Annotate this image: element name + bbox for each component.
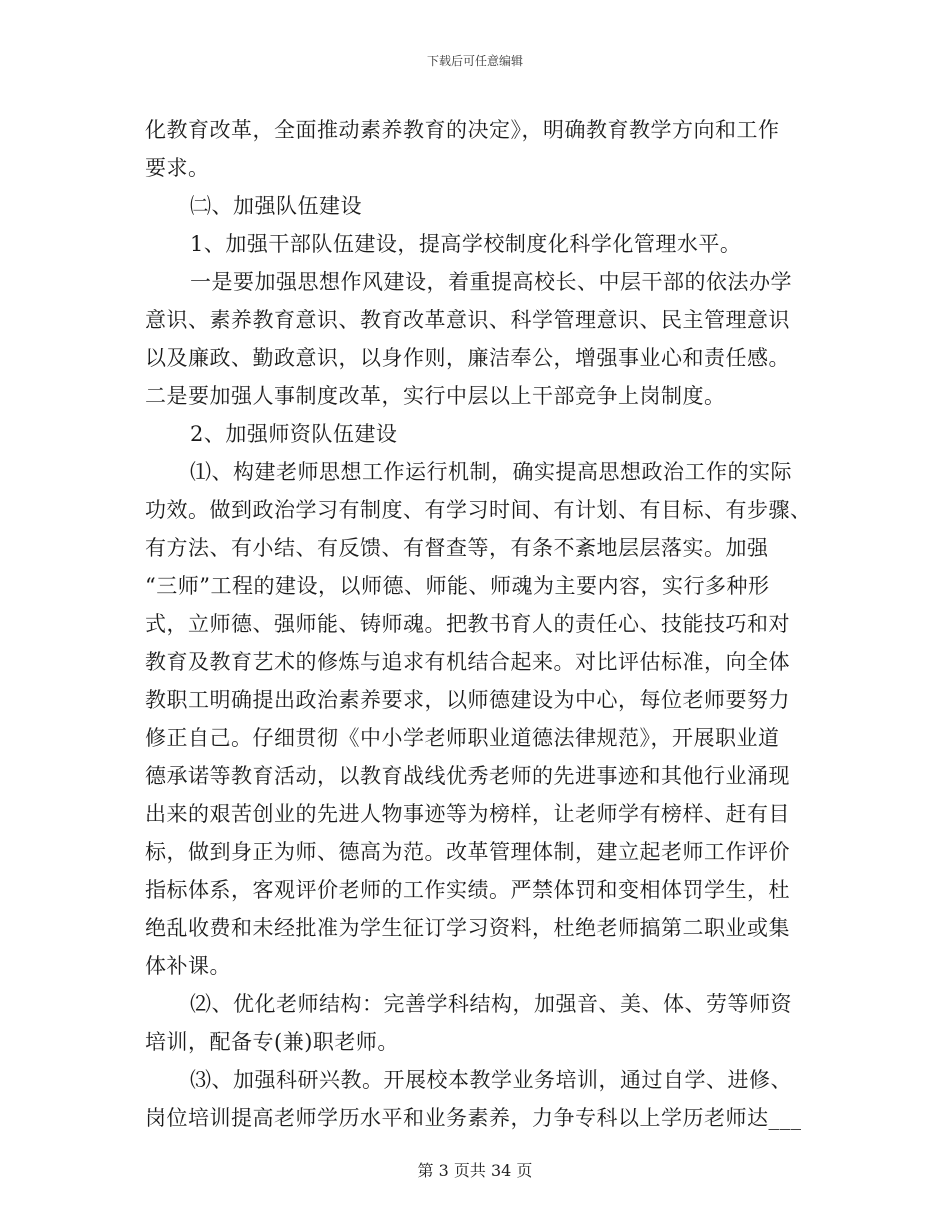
body-line: 意识、素养教育意识、教育改革意识、科学管理意识、民主管理意识 [145,308,790,332]
body-line: 出来的艰苦创业的先进人物事迹等为榜样，让老师学有榜样、赶有目 [145,802,790,826]
body-line: ⑶、加强科研兴教。开展校本教学业务培训，通过自学、进修、 [190,1068,792,1092]
subsection-heading: 2、加强师资队伍建设 [190,422,398,446]
body-line: 指标体系，客观评价老师的工作实绩。严禁体罚和变相体罚学生，杜 [145,878,790,902]
body-line: 二是要加强人事制度改革，实行中层以上干部竞争上岗制度。 [145,384,726,408]
body-line: 功效。做到政治学习有制度、有学习时间、有计划、有目标、有步骤、 [145,498,812,522]
body-line: 培训，配备专(兼)职老师。 [145,1030,399,1054]
body-line: 标，做到身正为师、德高为范。改革管理体制，建立起老师工作评价 [145,840,790,864]
page-number: 第 3 页共 34 页 [417,1161,533,1180]
body-line: 德承诺等教育活动，以教育战线优秀老师的先进事迹和其他行业涌现 [145,764,790,788]
body-line: “三师”工程的建设，以师德、师能、师魂为主要内容，实行多种形 [145,574,770,598]
body-line: 教育及教育艺术的修炼与追求有机结合起来。对比评估标准，向全体 [145,650,790,674]
body-line: 以及廉政、勤政意识，以身作则，廉洁奉公，增强事业心和责任感。 [145,346,790,370]
page-header: 下载后可任意编辑 [426,54,523,68]
body-line: 有方法、有小结、有反馈、有督查等，有条不紊地层层落实。加强 [145,536,769,560]
body-line: 修正自己。仔细贯彻《中小学老师职业道德法律规范》，开展职业道 [145,726,780,750]
body-line: 绝乱收费和未经批准为学生征订学习资料，杜绝老师搞第二职业或集 [145,916,790,940]
body-line: 岗位培训提高老师学历水平和业务素养，力争专科以上学历老师达___ [145,1106,802,1130]
body-line: 一是要加强思想作风建设，着重提高校长、中层干部的依法办学 [190,270,792,294]
body-line: 要求。 [145,156,210,180]
body-line: 化教育改革，全面推动素养教育的决定》，明确教育教学方向和工作 [145,118,780,142]
section-heading: ㈡、加强队伍建设 [190,194,362,218]
body-line: ⑴、构建老师思想工作运行机制，确实提高思想政治工作的实际 [190,460,792,484]
body-line: 式，立师德、强师能、铸师魂。把教书育人的责任心、技能技巧和对 [145,612,790,636]
body-line: ⑵、优化老师结构：完善学科结构，加强音、美、体、劳等师资 [190,992,792,1016]
body-line: 教职工明确提出政治素养要求，以师德建设为中心，每位老师要努力 [145,688,790,712]
subsection-heading: 1、加强干部队伍建设，提高学校制度化科学化管理水平。 [190,232,742,256]
body-line: 体补课。 [145,954,231,978]
